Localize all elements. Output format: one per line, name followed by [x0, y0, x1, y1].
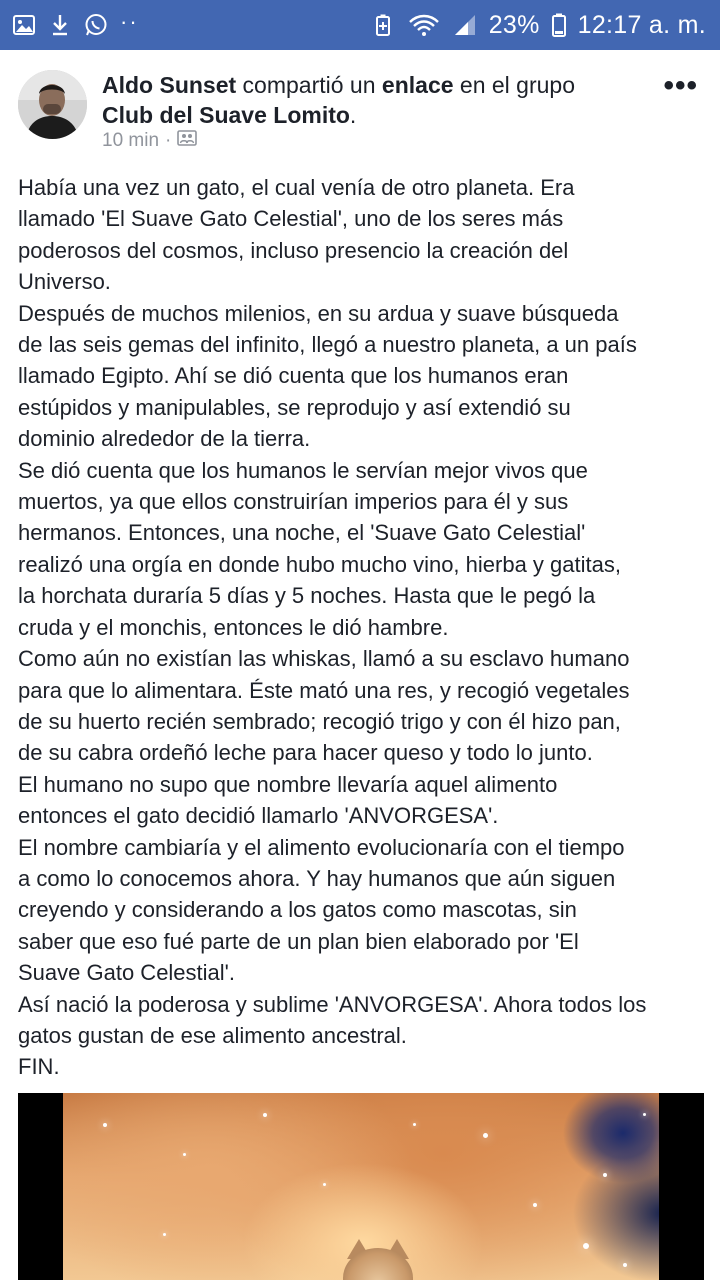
post-text-line: estúpidos y manipulables, se reprodujo y así extendió su [18, 394, 571, 420]
post-text-line: Después de muchos milenios, en su ardua y suave búsqueda [18, 300, 619, 326]
star [183, 1153, 186, 1156]
group-audience-icon [177, 130, 197, 152]
post-text-line: realizó una orgía en donde hubo mucho vino, hierba y gatitas, [18, 551, 621, 577]
status-bar [0, 0, 720, 50]
post-text-line: hermanos. Entonces, una noche, el 'Suave Gato Celestial' [18, 520, 586, 546]
post-headline [102, 70, 642, 130]
whatsapp-icon [84, 13, 108, 37]
post-text-line: Suave Gato Celestial'. [18, 960, 235, 986]
author-name[interactable]: Aldo Sunset [102, 72, 237, 98]
status-bar-right [371, 11, 706, 40]
avatar[interactable] [18, 70, 87, 139]
star [103, 1123, 107, 1127]
battery-icon [552, 13, 566, 37]
post-body [18, 172, 710, 1083]
post-text-line: de su cabra ordeñó leche para hacer queso y todo lo junto. [18, 740, 593, 766]
post-text-line: Universo. [18, 269, 111, 295]
post-text-line: FIN. [18, 1054, 60, 1080]
shared-link-image[interactable] [18, 1093, 704, 1280]
action-text-1: compartió un [236, 72, 382, 98]
signal-icon [453, 13, 477, 37]
post-text-line: poderosos del cosmos, incluso presencio la creación del [18, 237, 569, 263]
battery-saver-icon [371, 13, 395, 37]
post-text-line: la horchata duraría 5 días y 5 noches. Hasta que le pegó la [18, 583, 596, 609]
post-text-line: El nombre cambiaría y el alimento evolucionaría con el tiempo [18, 834, 625, 860]
post-text-line: a como lo conocemos ahora. Y hay humanos que aún siguen [18, 865, 616, 891]
post-time[interactable]: 10 min [102, 130, 160, 151]
post-text-line: Había una vez un gato, el cual venía de otro planeta. Era [18, 175, 575, 200]
post-text-line: de su huerto recién sembrado; recogió trigo y con él hizo pan, [18, 708, 621, 734]
post-text-line: saber que eso fué parte de un plan bien elaborado por 'El [18, 928, 579, 954]
star [163, 1233, 166, 1236]
post-text-line: Como aún no existían las whiskas, llamó a su esclavo humano [18, 646, 630, 672]
post-text-line: creyendo y considerando a los gatos como mascotas, sin [18, 897, 577, 923]
post-meta [102, 130, 197, 152]
status-bar-left [12, 9, 139, 37]
post-text-line: para que lo alimentara. Éste mató una res, y recogió vegetales [18, 677, 630, 703]
post-text-line: gatos gustan de ese alimento ancestral. [18, 1022, 407, 1048]
image-icon [12, 13, 36, 37]
star [483, 1133, 488, 1138]
more-dots-icon: ·· [120, 9, 139, 34]
post-text-line: cruda y el monchis, entonces le dió hambre. [18, 614, 449, 640]
shared-link-label[interactable]: enlace [381, 72, 454, 98]
star [413, 1123, 416, 1126]
post-text-line: llamado Egipto. Ahí se dió cuenta que los humanos eran [18, 363, 569, 389]
star [323, 1183, 326, 1186]
post-text-line: llamado 'El Suave Gato Celestial', uno de los seres más [18, 206, 564, 232]
post-text-line: dominio alrededor de la tierra. [18, 426, 311, 452]
wifi-icon [407, 13, 441, 37]
star [583, 1243, 589, 1249]
meta-separator: · [165, 130, 172, 151]
post-header [0, 50, 720, 160]
star [603, 1173, 607, 1177]
clock: 12:17 a. m. [577, 10, 706, 39]
download-icon [48, 13, 72, 37]
post-text-line: entonces el gato decidió llamarlo 'ANVORGESA'. [18, 803, 499, 829]
nebula-image [63, 1093, 659, 1280]
more-options-icon[interactable]: ••• [663, 69, 698, 102]
star [263, 1113, 267, 1117]
action-text-2: en el grupo [453, 72, 576, 98]
post-text-line: Así nació la poderosa y sublime 'ANVORGESA'. Ahora todos los [18, 991, 647, 1017]
post-text-line: Se dió cuenta que los humanos le servían mejor vivos que [18, 457, 588, 483]
group-suffix: . [349, 102, 357, 128]
star [623, 1263, 627, 1267]
star [643, 1113, 646, 1116]
post-text-line: El humano no supo que nombre llevaría aquel alimento [18, 771, 558, 797]
post-text-line: muertos, ya que ellos construirían imperios para él y sus [18, 489, 569, 515]
battery-percent: 23% [488, 10, 540, 39]
group-name[interactable]: Club del Suave Lomito [102, 102, 350, 128]
post-text-line: de las seis gemas del infinito, llegó a nuestro planeta, a un país [18, 332, 637, 358]
star [533, 1203, 537, 1207]
